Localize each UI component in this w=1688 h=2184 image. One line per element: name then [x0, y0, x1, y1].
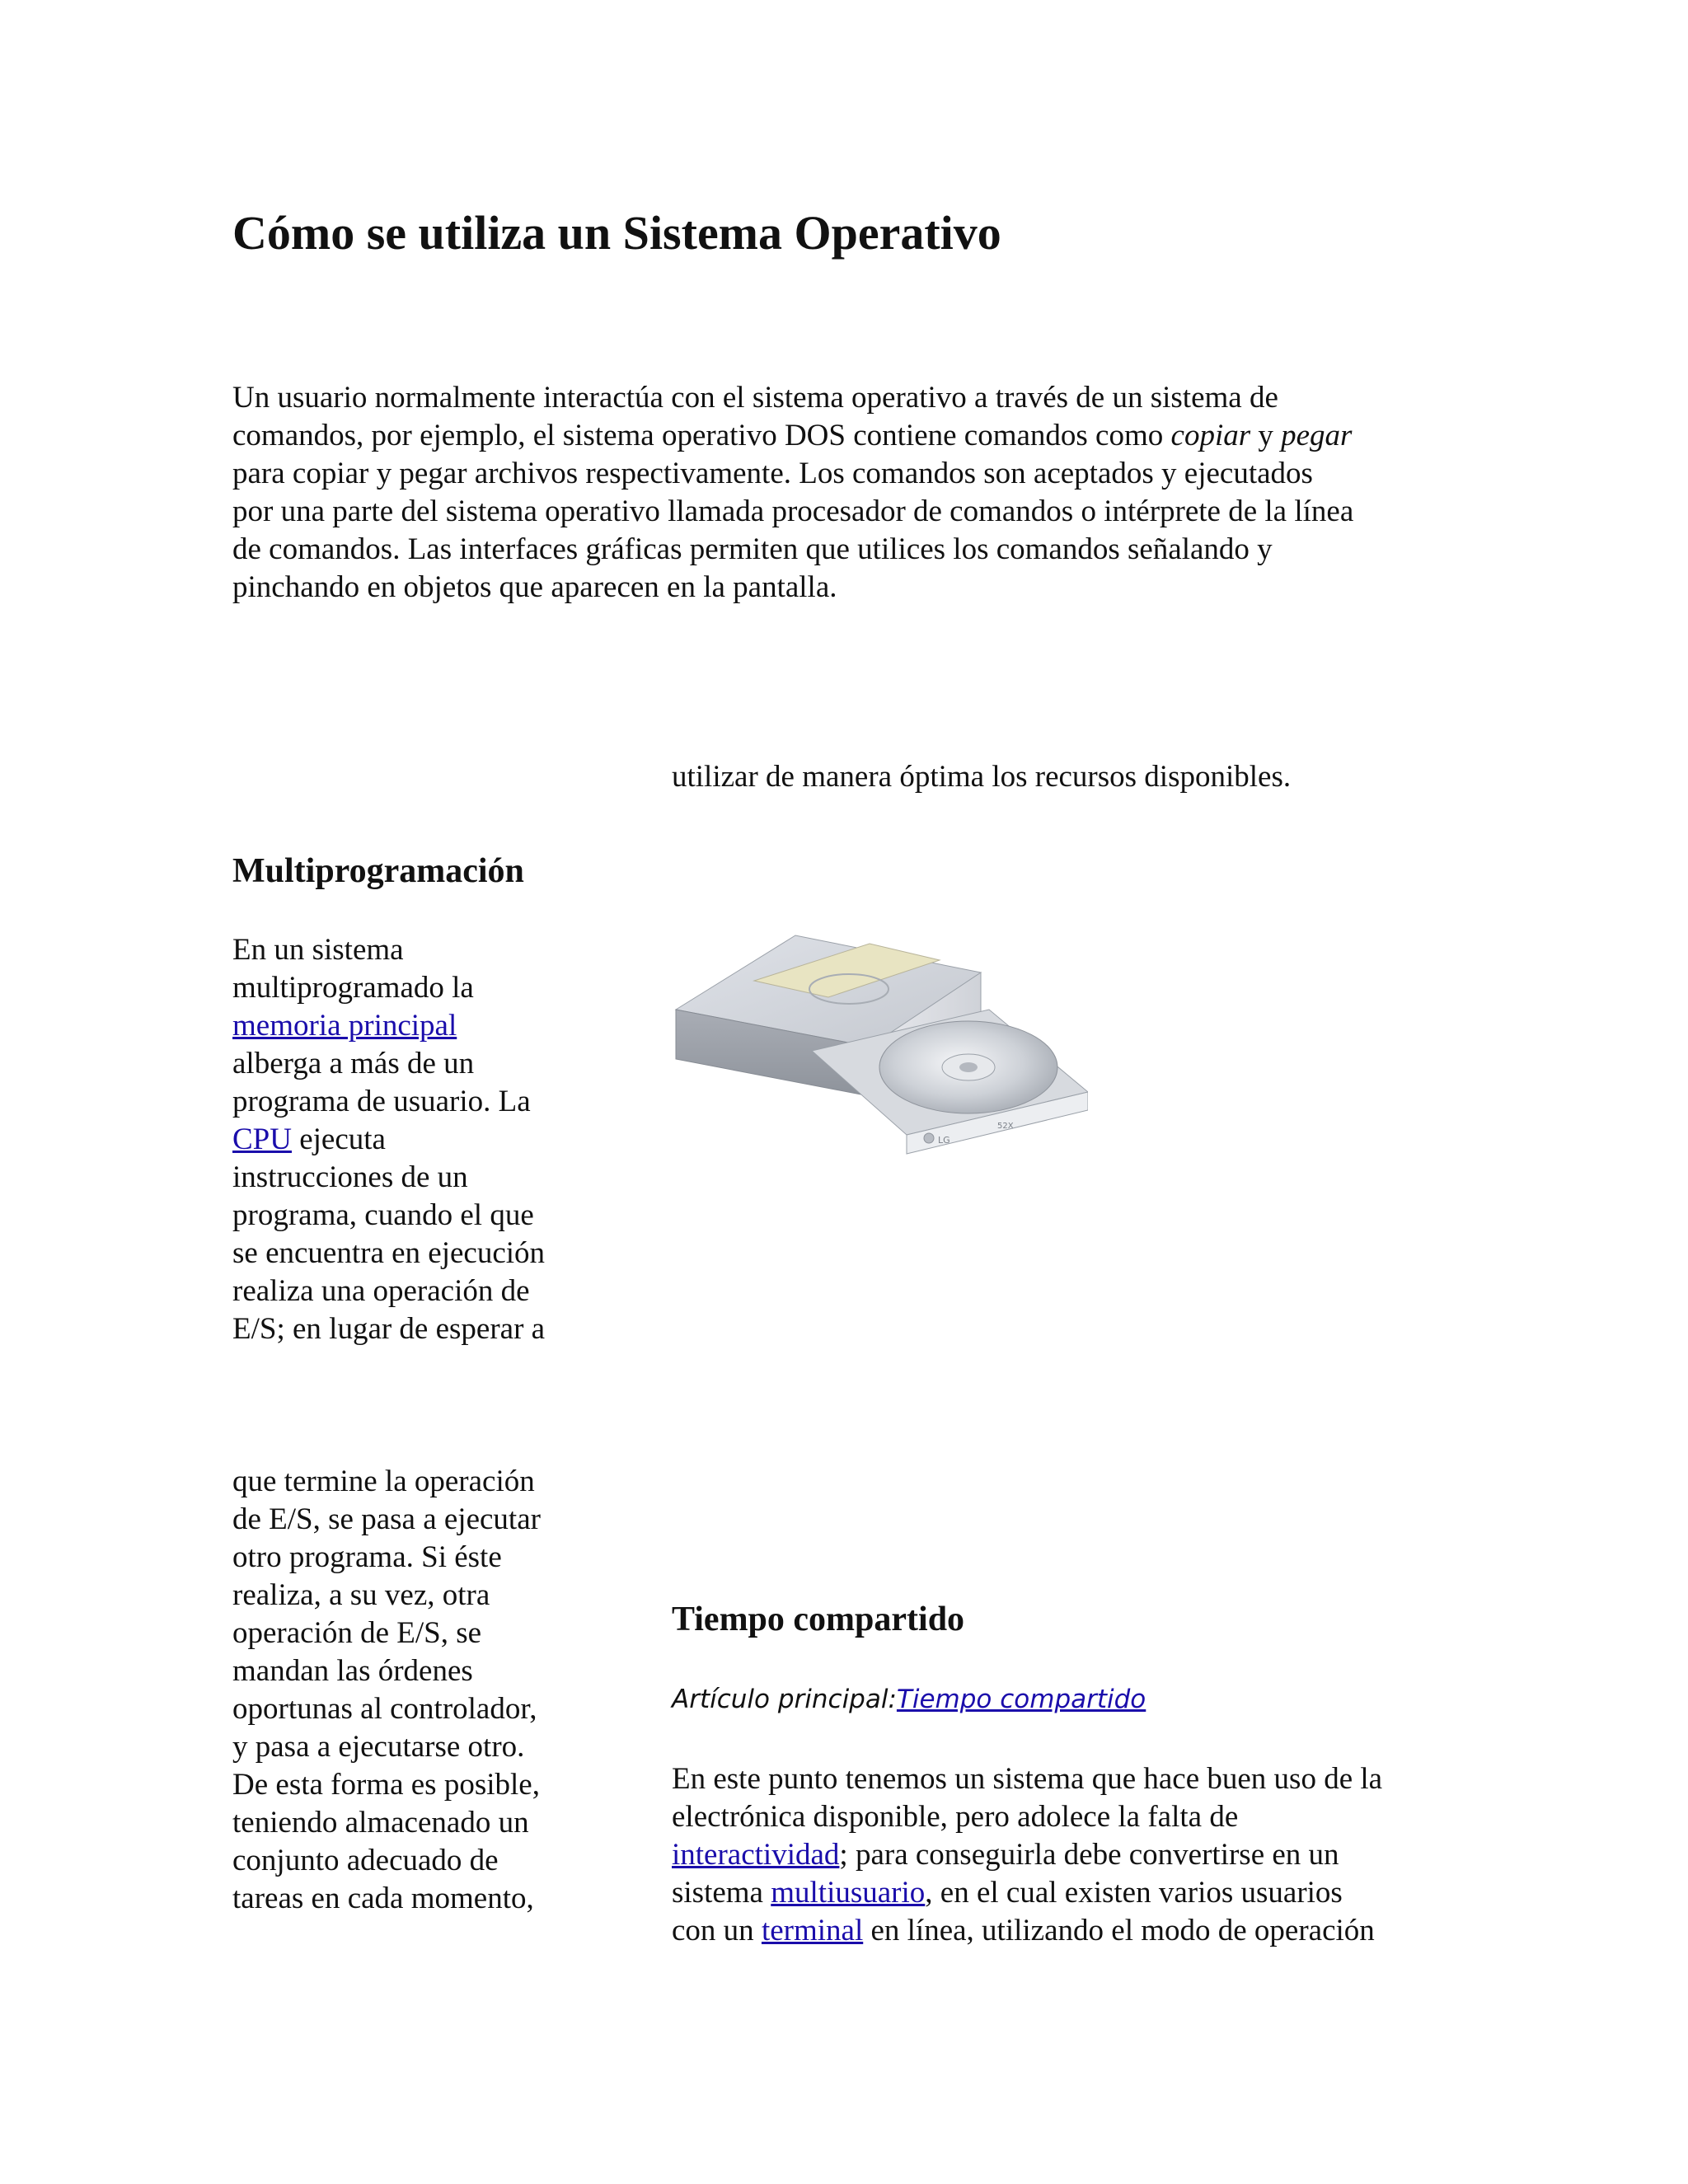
intro-line: de comandos. Las interfaces gráficas permiten que utilices los comandos señalando y	[232, 532, 1273, 566]
text-line: electrónica disponible, pero adolece la falta de	[672, 1800, 1239, 1834]
text-line: otro programa. Si éste	[232, 1540, 502, 1574]
text-line	[672, 1912, 1496, 1950]
text-fragment: sistema	[672, 1876, 771, 1910]
text-line: De esta forma es posible,	[232, 1768, 540, 1802]
text-line: realiza, a su vez, otra	[232, 1578, 490, 1612]
brand-logo-text: LG	[938, 1135, 950, 1146]
text-line: conjunto adecuado de	[232, 1844, 499, 1877]
tiempo-compartido-article-link[interactable]: Tiempo compartido	[896, 1685, 1146, 1714]
text-line: programa, cuando el que	[232, 1198, 534, 1232]
text-line: realiza una operación de	[232, 1274, 530, 1308]
text-line: oportunas al controlador,	[232, 1692, 537, 1726]
multiprogramacion-paragraph-part1	[232, 931, 595, 1348]
intro-text: comandos, por ejemplo, el sistema operativo DOS contiene comandos como	[232, 419, 1171, 452]
intro-line: para copiar y pegar archivos respectivamente. Los comandos son aceptados y ejecutados	[232, 457, 1313, 490]
column2-continuation: utilizar de manera óptima los recursos disponibles.	[672, 760, 1292, 794]
intro-line: pinchando en objetos que aparecen en la pantalla.	[232, 570, 837, 604]
text-line: programa de usuario. La	[232, 1085, 531, 1118]
multiusuario-link[interactable]: multiusuario	[771, 1876, 926, 1910]
optical-drive-illustration	[672, 927, 1088, 1183]
intro-line: por una parte del sistema operativo llamada procesador de comandos o intérprete de la línea	[232, 494, 1354, 528]
text-line: operación de E/S, se	[232, 1616, 482, 1650]
memoria-principal-link[interactable]: memoria principal	[232, 1009, 457, 1043]
text-fragment: en línea, utilizando el modo de operación	[863, 1914, 1375, 1947]
text-line: multiprogramado la	[232, 971, 474, 1005]
interactividad-link[interactable]: interactividad	[672, 1838, 840, 1872]
text-fragment: ; para conseguirla debe convertirse en un	[839, 1838, 1339, 1872]
text-fragment: , en el cual existen varios usuarios	[925, 1876, 1343, 1910]
text-fragment: con un	[672, 1914, 762, 1947]
terminal-link[interactable]: terminal	[761, 1914, 864, 1947]
text-line: teniendo almacenado un	[232, 1806, 529, 1840]
text-line: instrucciones de un	[232, 1160, 468, 1194]
tiempo-compartido-heading: Tiempo compartido	[672, 1601, 965, 1638]
intro-text: y	[1250, 419, 1282, 452]
text-line: tareas en cada momento,	[232, 1882, 534, 1915]
main-article-prefix: Artículo principal:	[672, 1685, 897, 1714]
text-fragment: ejecuta	[291, 1122, 386, 1156]
text-line	[232, 1121, 595, 1159]
text-line	[232, 1007, 595, 1045]
cpu-link[interactable]: CPU	[232, 1122, 292, 1156]
intro-line	[232, 417, 1469, 455]
text-line: de E/S, se pasa a ejecutar	[232, 1502, 541, 1536]
tiempo-compartido-paragraph	[672, 1760, 1496, 1950]
text-line: En un sistema	[232, 933, 404, 967]
page-title: Cómo se utiliza un Sistema Operativo	[232, 206, 1001, 260]
text-line: mandan las órdenes	[232, 1654, 473, 1688]
text-line: que termine la operación	[232, 1465, 535, 1498]
text-line	[672, 1836, 1496, 1874]
text-line: y pasa a ejecutarse otro.	[232, 1730, 525, 1764]
multiprogramacion-heading: Multiprogramación	[232, 852, 524, 890]
optical-drive-image	[672, 927, 1088, 1183]
text-line	[672, 1874, 1496, 1912]
text-line: alberga a más de un	[232, 1047, 475, 1080]
text-line: se encuentra en ejecución	[232, 1236, 546, 1270]
multiprogramacion-paragraph-part2	[232, 1463, 595, 1918]
speed-label-text: 52X	[997, 1122, 1014, 1131]
intro-paragraph	[232, 379, 1469, 607]
intro-line: Un usuario normalmente interactúa con el sistema operativo a través de un sistema de	[232, 381, 1278, 415]
text-line: E/S; en lugar de esperar a	[232, 1312, 546, 1346]
main-article-note	[672, 1685, 1146, 1714]
pegar-term: pegar	[1281, 419, 1353, 452]
text-line: En este punto tenemos un sistema que hace buen uso de la	[672, 1762, 1383, 1796]
copiar-term: copiar	[1170, 419, 1251, 452]
